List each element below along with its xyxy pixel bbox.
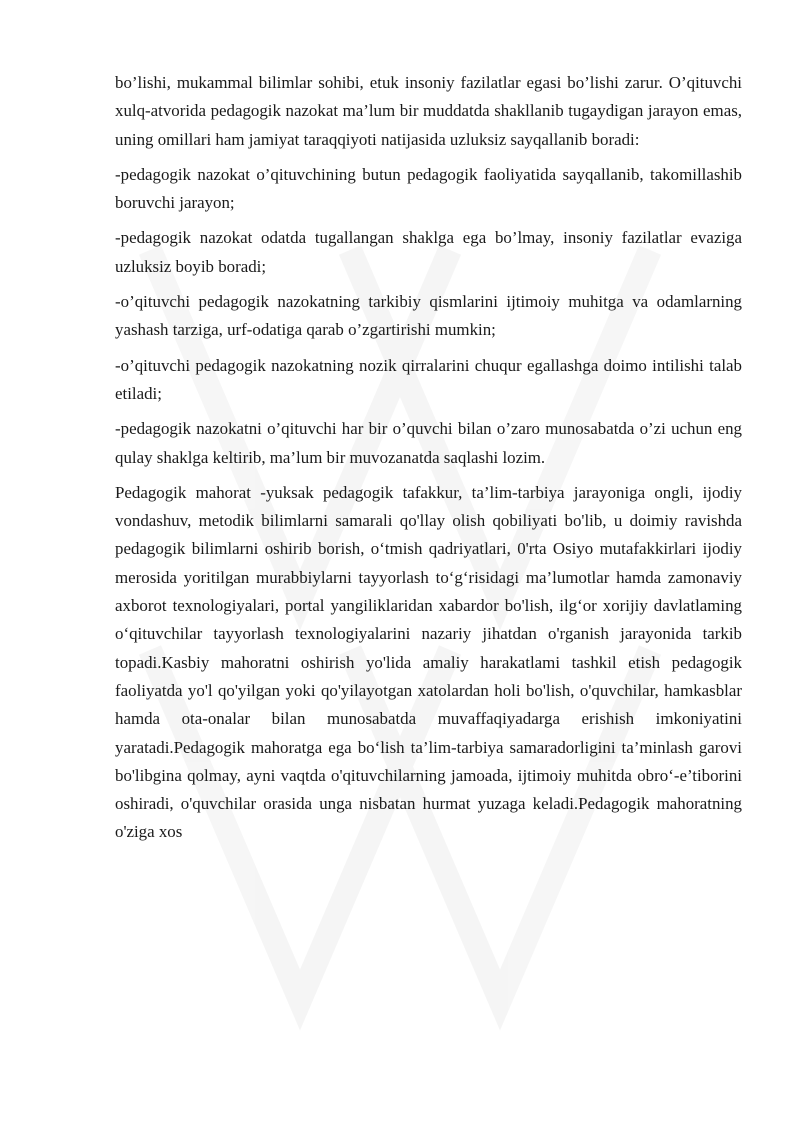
list-item-1: -pedagogik nazokat o’qituvchining butun pedagogik faoliyatida sayqallanib, takomillashib boruvchi jarayon; [115,164,742,213]
list-item-2: -pedagogik nazokat odatda tugallangan shaklga ega bo’lmay, insoniy fazilatlar evaziga uzluksiz boyib boradi; [115,228,742,276]
paragraph-2: Pedagogik mahorat -yuksak pedagogik tafakkur, ta’lim-tarbiya jarayoniga ongli, ijodiy vondashuv, metodik bilimlarni samarali qo'llay olish qobiliyati bo'lib, u doimiy ravishda pedagogik bilimlarni oshirib borish, o‘tmish qadriyatlari, 0'rta Osiyo mutafakkirlari ijodiy merosida yoritilgan murabbiylarni tayyorlash to‘g‘risidagi ma’lumotlar hamda zamonaviy axborot texnologiyalari, portal yangiliklaridan xabardor bo'lish, ilg‘or xorijiy davlatlaming o‘qituvchilar tayyorlash texnologiyalarini nazariy jihatdan o'rganish jarayonida tarkib topadi.Kasbiy mahoratni oshirish yo'lida amaliy harakatlami tashkil etish pedagogik faoliyatda yo'l qo'yilgan yoki qo'yilayotgan xatolardan holi bo'lish, o'quvchilar, hamkasblar hamda ota-onalar bilan munosabatda muvaffaqiyadarga erishish imkoniyatini yaratadi.Pedagogik mahoratga ega bo‘lish ta’lim-tarbiya samaradorligini ta’minlash garovi bo'libgina qolmay, ayni vaqtda o'qituvchilarning jamoada, ijtimoiy muhitda obro‘-e’tiborini oshiradi, o'quvchilar orasida unga nisbatan hurmat yuzaga keladi.Pedagogik mahoratning o'ziga xos [115,482,742,842]
list-item-5: -pedagogik nazokatni o’qituvchi har bir o’quvchi bilan o’zaro munosabatda o’zi uchun eng qulay shaklga keltirib, ma’lum bir muvozanatda saqlashi lozim. [115,419,742,467]
list-item-3: -o’qituvchi pedagogik nazokatning tarkibiy qismlarini ijtimoiy muhitga va odamlarning yashash tarziga, urf-odatiga qarab o’zgartirishi mumkin; [115,292,742,340]
paragraph-1: bo’lishi, mukammal bilimlar sohibi, etuk insoniy fazilatlar egasi bo’lishi zarur. O’qituvchi xulq-atvorida pedagogik nazokat ma’lum bir muddatda shakllanib tugaydigan jarayon emas, uning omillari ham jamiyat taraqqiyoti natijasida uzluksiz sayqallanib boradi: [115,73,742,149]
document-body [115,69,742,854]
list-item-4: -o’qituvchi pedagogik nazokatning nozik qirralarini chuqur egallashga doimo intilishi talab etiladi; [115,355,742,403]
